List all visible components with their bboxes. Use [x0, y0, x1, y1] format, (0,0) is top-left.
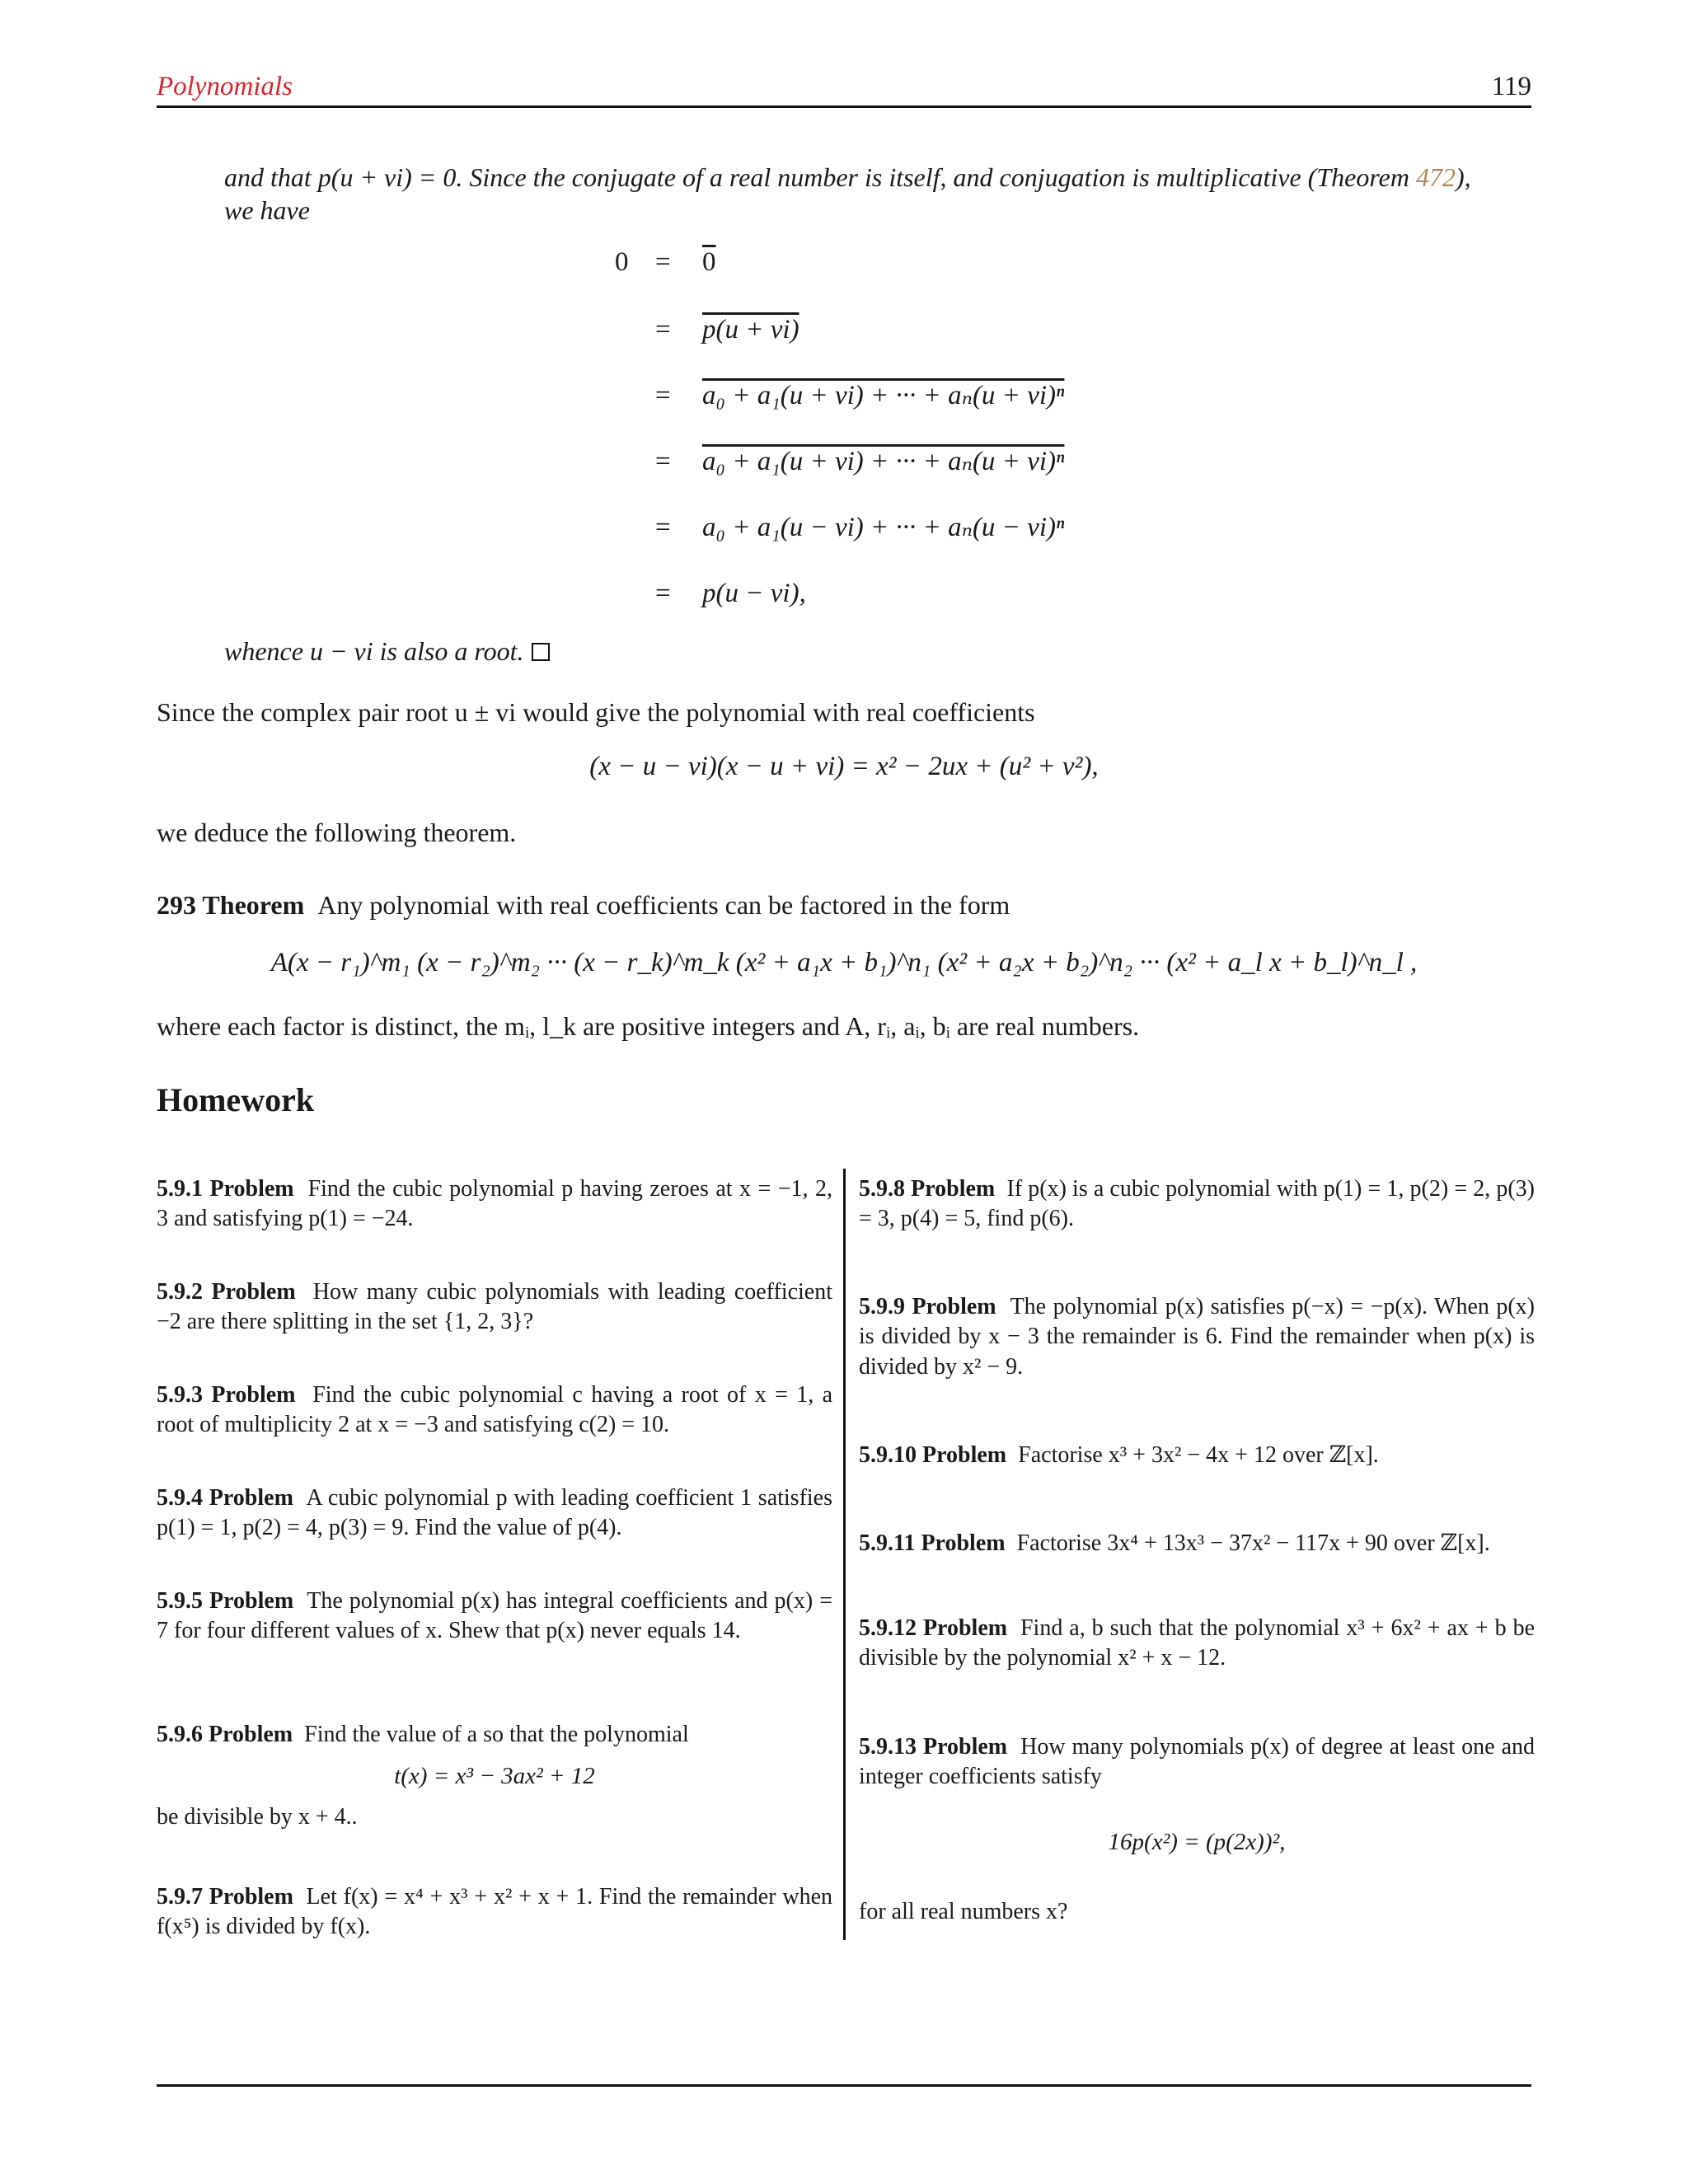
derivation-row: 0: [702, 247, 716, 277]
theorem-label: 293 Theorem: [157, 890, 305, 920]
proof-intro-tail: ), we have: [224, 162, 1471, 225]
theorem-where: where each factor is distinct, the mᵢ, l_k are positive integers and A, rᵢ, aᵢ, bᵢ are real numbers.: [157, 1011, 1140, 1041]
theorem-formula: A(x − r₁)^m₁ (x − r₂)^m₂ ··· (x − r_k)^m_k (x² + a₁x + b₁)^n₁ (x² + a₂x + b₂)^n₂ ··· (x² + a_l x + b_l)^n_l ,: [270, 948, 1418, 977]
theorem-293: [157, 888, 1531, 921]
paragraph-deduce: we deduce the following theorem.: [157, 818, 517, 847]
theorem-text: Any polynomial with real coefficients can be factored in the form: [317, 890, 1010, 920]
derivation-row: a₀ + a₁(u + vi) + ··· + aₙ(u + vi)ⁿ: [702, 381, 1065, 410]
problem-5-9-3: 5.9.3 Problem Find the cubic polynomial c having a root of x = 1, a root of multiplicity 2 at x = −3 and satisfying c(2) = 10.: [157, 1382, 833, 1438]
problem-continuation: for all real numbers x?: [859, 1899, 1068, 1925]
theorem-reference-link[interactable]: 472: [1415, 162, 1456, 192]
derivation-equals: =: [655, 447, 671, 476]
derivation-row: p(u + vi): [702, 315, 799, 344]
problem-5-9-13: 5.9.13 Problem How many polynomials p(x) of degree at least one and integer coefficients satisfy 16p(x²) = (p(2x))², for all real numbers x?: [859, 1732, 1535, 1928]
derivation-row: a₀ + a₁(u − vi) + ··· + aₙ(u − vi)ⁿ: [702, 513, 1065, 542]
derivation-equals: =: [655, 247, 671, 277]
problem-5-9-12: 5.9.12 Problem Find a, b such that the polynomial x³ + 6x² + ax + b be divisible by the polynomial x² + x − 12.: [859, 1615, 1536, 1671]
derivation-equals: =: [655, 381, 671, 410]
derivation-lhs: 0: [615, 247, 629, 277]
derivation-row: p(u − vi),: [702, 579, 806, 608]
problem-display-equation: 16p(x²) = (p(2x))²,: [1108, 1828, 1286, 1855]
running-header-chapter: Polynomials: [157, 72, 293, 101]
problem-5-9-10: 5.9.10 Problem Factorise x³ + 3x² − 4x + 12 over ℤ[x].: [859, 1442, 1379, 1468]
problem-5-9-11: 5.9.11 Problem Factorise 3x⁴ + 13x³ − 37x² − 117x + 90 over ℤ[x].: [859, 1530, 1490, 1556]
problem-display-equation: t(x) = x³ − 3ax² + 12: [394, 1763, 595, 1790]
problem-5-9-1: 5.9.1 Problem Find the cubic polynomial p having zeroes at x = −1, 2, 3 and satisfying p(1) = −24.: [157, 1176, 832, 1232]
page-number: 119: [1491, 72, 1531, 101]
footer-rule: [157, 2084, 1531, 2087]
problem-5-9-8: 5.9.8 Problem If p(x) is a cubic polynomial with p(1) = 1, p(2) = 2, p(3) = 3, p(4) = 5, find p(6).: [859, 1176, 1536, 1232]
paragraph-complex-pair: Since the complex pair root u ± vi would give the polynomial with real coefficients: [157, 697, 1035, 727]
derivation-equals: =: [655, 579, 671, 608]
problem-5-9-9: 5.9.9 Problem The polynomial p(x) satisfies p(−x) = −p(x). When p(x) is divided by x − 3 the remainder is 6. Find the remainder when p(x) is divided by x² − 9.: [859, 1294, 1535, 1380]
proof-conclusion: whence u − vi is also a root.: [224, 635, 550, 668]
problem-5-9-2: 5.9.2 Problem How many cubic polynomials with leading coefficient −2 are there splitting in the set {1, 2, 3}?: [157, 1279, 833, 1335]
proof-intro: [224, 161, 1493, 227]
problem-5-9-4: 5.9.4 Problem A cubic polynomial p with leading coefficient 1 satisfies p(1) = 1, p(2) = 4, p(3) = 9. Find the value of p(4).: [157, 1485, 832, 1541]
derivation-row: a₀ + a₁(u + vi) + ··· + aₙ(u + vi)ⁿ: [702, 447, 1065, 476]
column-divider: [843, 1169, 846, 1940]
problem-continuation: be divisible by x + 4..: [157, 1804, 358, 1830]
derivation-equals: =: [655, 315, 671, 344]
section-heading-homework: Homework: [157, 1081, 315, 1118]
proof-intro-text: and that p(u + vi) = 0. Since the conjugate of a real number is itself, and conjugation is multiplicative (Theorem: [224, 162, 1409, 192]
qed-square-icon: [532, 643, 550, 661]
pair-equation: (x − u − vi)(x − u + vi) = x² − 2ux + (u² + v²),: [589, 752, 1099, 781]
problem-5-9-7: 5.9.7 Problem Let f(x) = x⁴ + x³ + x² + x + 1. Find the remainder when f(x⁵) is divided by f(x).: [157, 1884, 832, 1940]
problem-5-9-5: 5.9.5 Problem The polynomial p(x) has integral coefficients and p(x) = 7 for four different values of x. Shew that p(x) never equals 14.: [157, 1588, 832, 1644]
problem-5-9-6: 5.9.6 Problem Find the value of a so that the polynomial t(x) = x³ − 3ax² + 12 be divisible by x + 4..: [157, 1720, 832, 1832]
derivation-equals: =: [655, 513, 671, 542]
header-rule: [157, 105, 1531, 108]
